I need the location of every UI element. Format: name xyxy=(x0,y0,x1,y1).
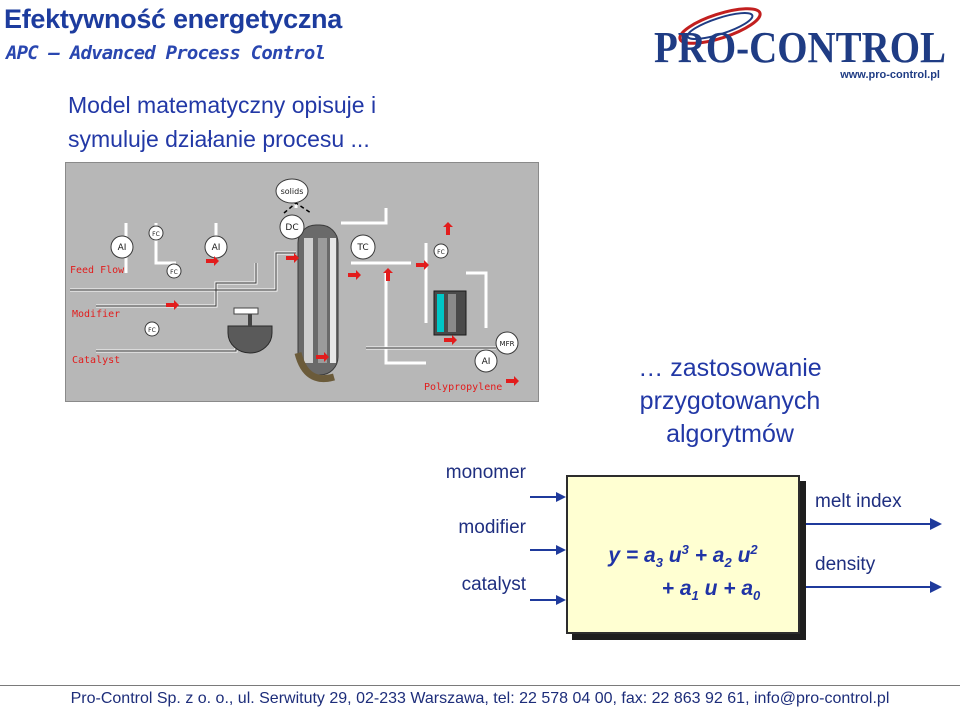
slide-title: Efektywność energetyczna xyxy=(4,4,342,34)
label-catalyst: Catalyst xyxy=(72,355,121,366)
label-dc: DC xyxy=(285,223,299,233)
label-feed-flow: Feed Flow xyxy=(70,265,125,276)
label-fc-2: FC xyxy=(170,269,178,276)
label-ai-3: AI xyxy=(481,357,491,367)
label-ai-2: AI xyxy=(211,243,221,253)
output-label-melt-index: melt index xyxy=(815,491,902,512)
model-formula xyxy=(568,537,798,609)
label-polypropylene: Polypropylene xyxy=(424,382,503,393)
label-solids: solids xyxy=(280,187,304,196)
label-ai-1: AI xyxy=(117,243,127,253)
footer-divider xyxy=(0,685,960,686)
label-fc-3: FC xyxy=(148,327,156,334)
input-label-monomer: monomer xyxy=(445,462,526,483)
input-label-modifier: modifier xyxy=(458,517,526,538)
input-label-catalyst: catalyst xyxy=(461,574,526,595)
label-tc: TC xyxy=(357,243,369,253)
intro-line-2: symuluje działanie procesu ... xyxy=(68,126,370,152)
slide-subtitle: APC – Advanced Process Control xyxy=(6,42,326,64)
footer-contact: Pro-Control Sp. z o. o., ul. Serwituty 29, 02-233 Warszawa, tel: 22 578 04 00, fax: 22 863 92 61, info@pro-control.pl xyxy=(70,690,890,707)
formula-line-2: + $a_1$ $u + a_0$ xyxy=(661,577,761,604)
application-line-2: przygotowanych xyxy=(639,387,821,415)
label-mfr: MFR xyxy=(499,340,515,348)
output-label-density: density xyxy=(815,554,876,575)
application-line-3: algorytmów xyxy=(666,420,794,448)
model-box xyxy=(566,475,800,634)
application-line-1: … zastosowanie xyxy=(638,354,822,382)
label-fc-1: FC xyxy=(152,231,160,238)
label-fc-4: FC xyxy=(437,249,445,256)
formula-line-1: $y = a_3$ $u^3 + a_2$ $u^2$ xyxy=(608,542,758,571)
label-modifier: Modifier xyxy=(72,309,121,320)
logo-url-text: www.pro-control.pl xyxy=(840,69,940,81)
logo-brand-text: PRO-CONTROL xyxy=(654,23,946,72)
intro-line-1: Model matematyczny opisuje i xyxy=(68,92,377,118)
